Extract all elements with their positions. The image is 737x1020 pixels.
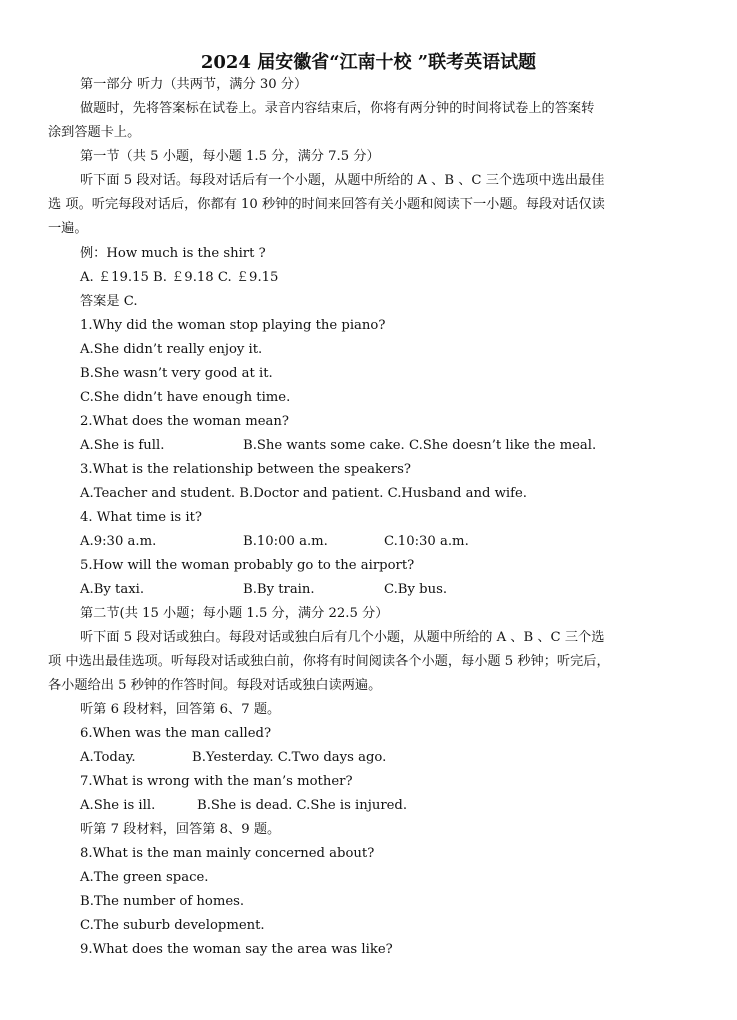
section2-instruction-line1: 听下面 5 段对话或独白。每段对话或独白后有几个小题，从题中所给的 A 、B 、C 三个选 (80, 630, 605, 645)
question-8-option-a: A.The green space. (80, 870, 209, 885)
question-4-option-b: B.10:00 a.m. (243, 534, 328, 549)
question-8-option-b: B.The number of homes. (80, 894, 245, 909)
part1-heading: 第一部分 听力（共两节，满分 30 分） (80, 77, 308, 92)
question-5: 5.How will the woman probably go to the airport? (80, 558, 415, 573)
question-9: 9.What does the woman say the area was like? (80, 942, 393, 957)
question-6-options-bc: B.Yesterday. C.Two days ago. (192, 750, 387, 765)
question-1: 1.Why did the woman stop playing the piano? (80, 318, 386, 333)
passage-6-heading: 听第 6 段材料，回答第 6、7 题。 (80, 702, 281, 717)
section1-instruction-line1: 听下面 5 段对话。每段对话后有一个小题，从题中所给的 A 、B 、C 三个选项中选出最佳 (80, 173, 605, 188)
question-5-option-c: C.By bus. (384, 582, 448, 597)
example-options: A. ￡19.15 B. ￡9.18 C. ￡9.15 (80, 270, 279, 285)
question-7-options-bc: B.She is dead. C.She is injured. (197, 798, 408, 813)
instruction1-line1: 做题时，先将答案标在试卷上。录音内容结束后，你将有两分钟的时间将试卷上的答案转 (80, 101, 595, 116)
question-3: 3.What is the relationship between the speakers? (80, 462, 411, 477)
question-1-option-b: B.She wasn’t very good at it. (80, 366, 273, 381)
question-8: 8.What is the man mainly concerned about? (80, 846, 375, 861)
section2-instruction-line3: 各小题给出 5 秒钟的作答时间。每段对话或独白读两遍。 (48, 678, 382, 693)
question-7-option-a: A.She is ill. (80, 798, 156, 813)
question-7: 7.What is wrong with the man’s mother? (80, 774, 353, 789)
question-5-option-b: B.By train. (243, 582, 315, 597)
section1-heading: 第一节（共 5 小题，每小题 1.5 分，满分 7.5 分） (80, 149, 380, 164)
question-3-options: A.Teacher and student. B.Doctor and patient. C.Husband and wife. (80, 486, 527, 501)
question-2: 2.What does the woman mean? (80, 414, 289, 429)
passage-7-heading: 听第 7 段材料，回答第 8、9 题。 (80, 822, 281, 837)
question-1-option-a: A.She didn’t really enjoy it. (80, 342, 263, 357)
question-5-option-a: A.By taxi. (80, 582, 145, 597)
section1-instruction-line3: 一遍。 (48, 221, 88, 236)
question-1-option-c: C.She didn’t have enough time. (80, 390, 291, 405)
question-4: 4. What time is it? (80, 510, 202, 525)
question-6-option-a: A.Today. (80, 750, 136, 765)
question-2-options-bc: B.She wants some cake. C.She doesn’t like the meal. (243, 438, 597, 453)
question-4-option-a: A.9:30 a.m. (80, 534, 157, 549)
instruction1-line2: 涂到答题卡上。 (48, 125, 141, 140)
exam-title: 2024 届安徽省“江南十校 ”联考英语试题 (200, 52, 537, 73)
question-4-option-c: C.10:30 a.m. (384, 534, 469, 549)
section1-instruction-line2: 选 项。听完每段对话后，你都有 10 秒钟的时间来回答有关小题和阅读下一小题。每段对话仅读 (48, 197, 605, 212)
example-answer: 答案是 C. (80, 294, 138, 309)
question-8-option-c: C.The suburb development. (80, 918, 265, 933)
example-question: 例：How much is the shirt ? (80, 246, 266, 261)
question-6: 6.When was the man called? (80, 726, 272, 741)
section2-instruction-line2: 项 中选出最佳选项。听每段对话或独白前，你将有时间阅读各个小题，每小题 5 秒钟；听完后， (48, 654, 610, 669)
section2-heading: 第二节(共 15 小题；每小题 1.5 分，满分 22.5 分） (80, 606, 389, 621)
question-2-option-a: A.She is full. (80, 438, 165, 453)
